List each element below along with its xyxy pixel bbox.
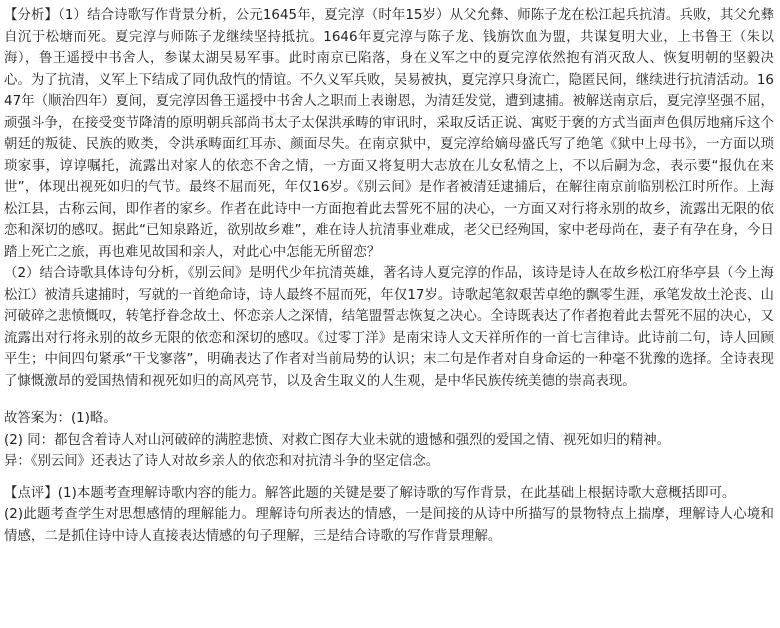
answer-line-2: (2) 同：都包含着诗人对山河破碎的满腔悲愤、对救亡图存大业未就的遗憾和强烈的爱国之情、视死如归的精神。 xyxy=(4,432,670,448)
analysis-part2: （2）结合诗歌具体诗句分析，《别云间》是明代少年抗清英雄，著名诗人夏完淳的作品，该诗是诗人在故乡松江府华亭县（今上海松江）被清兵逮捕时，写就的一首绝命诗，诗人最终不屈而死，年仅17岁。诗歌起笔叙艰苦卓绝的飘零生涯，承笔发故土沦丧、山河破碎之悲愤慨叹，转笔抒眷念故土、怀恋亲人之深情，结笔盟誓志恢复之决心。全诗既表达了作者抱着此去誓死不屈的决心，又流露出对行将永别的故乡无限的依恋和深切的感叹。《过零丁洋》是南宋诗人文天祥所作的一首七言律诗。此诗前二句，诗人回顾平生；中间四句紧承“干戈寥落”，明确表达了作者对当前局势的认识；末二句是作者对自身命运的一种毫不犹豫的选择。全诗表现了慷慨激昂的爱国热情和视死如归的高风亮节，以及舍生取义的人生观，是中华民族传统美德的崇高表现。 xyxy=(4,266,774,389)
comment-line-1 xyxy=(4,483,774,505)
answer-line-3: 异：《别云间》还表达了诗人对故乡亲人的依恋和对抗清斗争的坚定信念。 xyxy=(4,454,440,469)
comment-line-2: (2)此题考查学生对思想感情的理解能力。理解诗句所表达的情感，一是间接的从诗中所描写的景物特点上揣摩，理解诗人心境和情感，二是抓住诗中诗人直接表达情感的句子理解，三是结合诗歌的写作背景理解。 xyxy=(4,507,774,544)
analysis-part1 xyxy=(4,5,774,263)
comment-tag: 【点评】 xyxy=(4,485,58,501)
comment-line-1-text: (1)本题考查理解诗歌内容的能力。解答此题的关键是要了解诗歌的写作背景，在此基础上根据诗歌大意概括即可。 xyxy=(57,485,736,501)
answer-line-1: 故答案为：(1)略。 xyxy=(4,411,117,426)
analysis-tag: 【分析】 xyxy=(4,8,59,23)
spacer xyxy=(4,392,774,408)
spacer xyxy=(4,473,774,483)
analysis-part1-text: （1）结合诗歌写作背景分析，公元1645年，夏完淳（时年15岁）从父允彝、师陈子龙在松江起兵抗清。兵败，其父允彝自沉于松塘而死。夏完淳与师陈子龙继续坚持抵抗。1646年夏完淳与陈子龙、钱旃饮血为盟，共谋复明大业，上书鲁王（朱以海），鲁王遥授中书舍人，参谋太湖吴易军事。此时南京已陷落，身在义军之中的夏完淳依然抱有消灭敌人、恢复明朝的坚毅决心。为了抗清，义军上下结成了同仇敌忾的情谊。不久义军兵败，吴易被执，夏完淳只身流亡，隐匿民间，继续进行抗清活动。1647年（顺治四年）夏间，夏完淳因鲁王遥授中书舍人之职而上表谢恩，为清廷发觉，遭到逮捕。被解送南京后，夏完淳坚强不屈，顽强斗争，在接受变节降清的原明朝兵部尚书太子太保洪承畴的审讯时，采取反话正说、寓贬于褒的方式当面声色俱厉地痛斥这个朝廷的叛徒、民族的败类，令洪承畴面红耳赤、颜面尽失。在南京狱中，夏完淳给嫡母盛氏写了绝笔《狱中上母书》，一方面以琐琐家事，谆谆嘱托，流露出对家人的依恋不舍之情，一方面又将复明大志放在儿女私情之上，不以后嗣为念，表示要“报仇在来世”，体现出视死如归的气节。最终不屈而死，年仅16岁。《别云间》是作者被清廷逮捕后，在解往南京前临别松江时所作。上海松江县，古称云间，即作者的家乡。作者在此诗中一方面抱着此去誓死不屈的决心，一方面又对行将永别的故乡，流露出无限的依恋和深切的感叹。据此“已知泉路近，欲别故乡难”，难在诗人抗清事业难成，老父已经殉国，家中老母尚在，妻子有孕在身，今日踏上死亡之旅，再也难见故国和亲人，对此心中怎能无所留恋？ xyxy=(4,8,775,260)
